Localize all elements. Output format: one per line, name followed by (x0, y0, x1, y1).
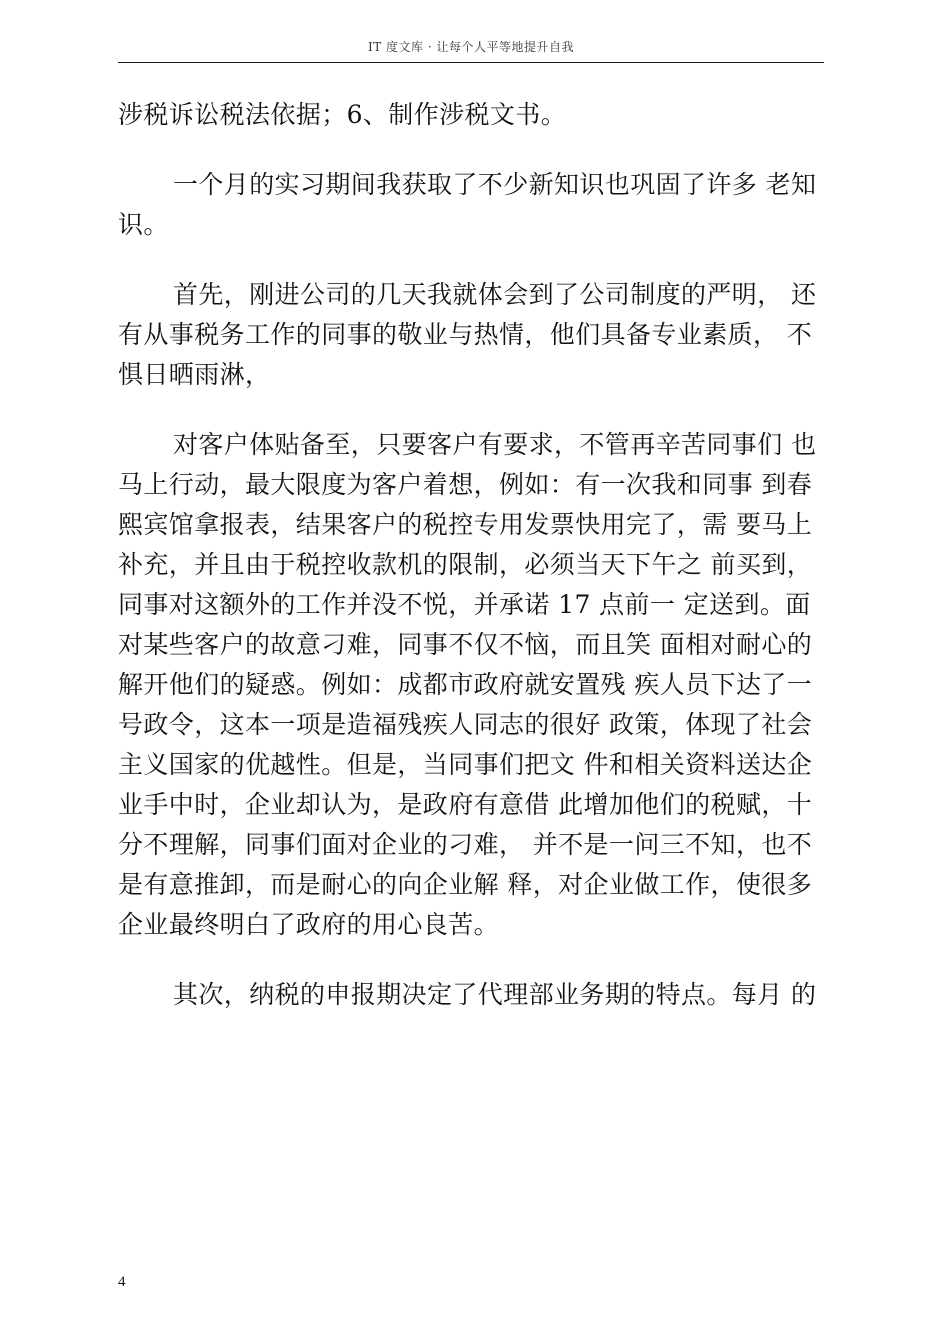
text-line: 惧日晒雨淋， (118, 360, 271, 389)
text-line: 业手中时，企业却认为，是政府有意借 此增加他们的税赋，十 (118, 790, 813, 819)
text-line: 有从事税务工作的同事的敬业与热情，他们具备专业素质， 不 (118, 320, 813, 349)
page-number: 4 (118, 1274, 126, 1290)
text-line: 补充，并且由于税控收款机的限制，必须当天下午之 前买到， (118, 550, 813, 579)
paragraph (118, 275, 836, 395)
text-line: 识。 (118, 210, 169, 239)
text-line: 首先，刚进公司的几天我就体会到了公司制度的严明， 还 (173, 280, 817, 309)
header-text: IT 度文库 · 让每个人平等地提升自我 (367, 40, 574, 54)
paragraph (118, 95, 836, 135)
text-line: 是有意推卸，而是耐心的向企业解 释，对企业做工作，使很多 (118, 870, 813, 899)
text-line: 解开他们的疑惑。例如：成都市政府就安置残 疾人员下达了一 (118, 670, 813, 699)
text-line: 其次，纳税的申报期决定了代理部业务期的特点。每月 的 (173, 980, 817, 1009)
page-header (118, 36, 824, 63)
text-line: 分不理解，同事们面对企业的刁难， 并不是一问三不知，也不 (118, 830, 813, 859)
text-line: 主义国家的优越性。但是，当同事们把文 件和相关资料送达企 (118, 750, 813, 779)
text-line: 同事对这额外的工作并没不悦，并承诺 17 点前一 定送到。面 (118, 590, 811, 619)
document-body (118, 95, 836, 1015)
paragraph (118, 975, 836, 1015)
text-line: 一个月的实习期间我获取了不少新知识也巩固了许多 老知 (173, 170, 817, 199)
text-line: 号政令，这本一项是造福残疾人同志的很好 政策，体现了社会 (118, 710, 813, 739)
text-line: 熙宾馆拿报表，结果客户的税控专用发票快用完了，需 要马上 (118, 510, 813, 539)
text-line: 涉税诉讼税法依据；6、制作涉税文书。 (118, 100, 567, 129)
paragraph (118, 425, 836, 945)
text-line: 企业最终明白了政府的用心良苦。 (118, 910, 500, 939)
paragraph (118, 165, 836, 245)
text-line: 对客户体贴备至，只要客户有要求，不管再辛苦同事们 也 (173, 430, 817, 459)
text-line: 对某些客户的故意刁难，同事不仅不恼，而且笑 面相对耐心的 (118, 630, 813, 659)
text-line: 马上行动，最大限度为客户着想，例如：有一次我和同事 到春 (118, 470, 813, 499)
